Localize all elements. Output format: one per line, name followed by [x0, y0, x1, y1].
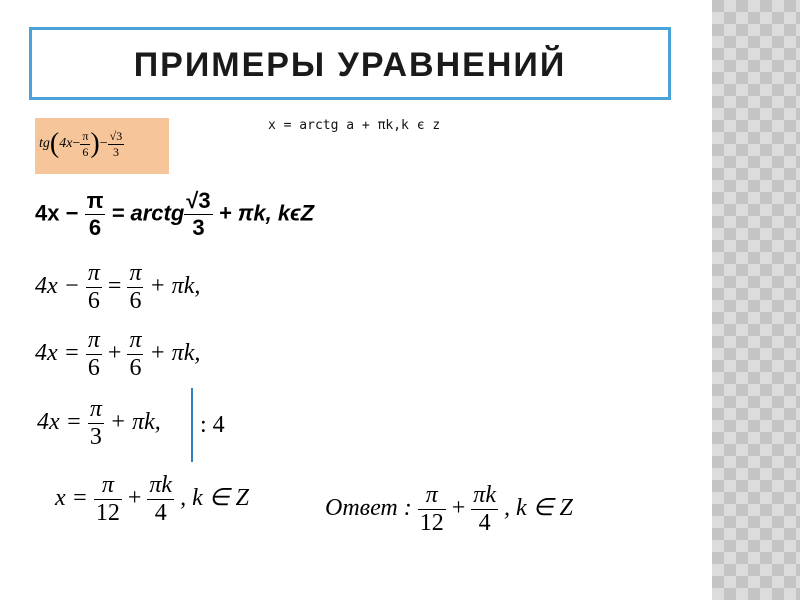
rhs: , k ∈ Z: [180, 485, 249, 512]
equals-sign: =: [107, 273, 122, 300]
numerator: πk: [473, 482, 496, 508]
fraction-pi-12: [94, 472, 122, 527]
plus-sign: +: [107, 340, 122, 367]
numerator: π: [86, 188, 104, 213]
numerator: π: [87, 327, 100, 353]
term-4x: 4x: [59, 136, 73, 152]
numerator: π: [129, 327, 142, 353]
fraction-sqrt3-3: [108, 129, 125, 160]
equation-line-5: [55, 472, 249, 527]
fraction-pi-12: [418, 482, 446, 537]
numerator: π: [89, 396, 102, 422]
denominator: 4: [147, 499, 174, 527]
right-paren: ): [90, 128, 100, 159]
denominator: 3: [184, 214, 212, 241]
rhs: , k ∈ Z: [503, 495, 573, 522]
equation-line-1: [35, 188, 314, 241]
numerator: πk: [149, 472, 173, 498]
rhs: + πk, kϵZ: [218, 200, 315, 226]
fraction-pi-6: [85, 188, 106, 241]
tg-text: tg: [39, 136, 50, 152]
fraction-pi-6: [127, 327, 143, 382]
decorative-pattern-strip: [712, 0, 800, 600]
numerator: π: [87, 260, 100, 286]
denominator: 6: [127, 354, 143, 382]
denominator: 12: [419, 510, 444, 536]
equation-line-4: [37, 396, 161, 451]
denominator: 12: [95, 500, 120, 526]
fraction-pi-6: [80, 129, 90, 160]
lhs: 4x −: [35, 200, 79, 226]
divide-by-4: : 4: [200, 412, 225, 438]
denominator: 6: [86, 287, 102, 315]
general-formula-note: x = arctg a + πk,k є z: [268, 118, 441, 133]
rhs: + πk,: [109, 409, 161, 436]
lhs: 4x −: [35, 273, 80, 300]
numerator: √3: [186, 188, 211, 213]
minus-sign: −: [72, 136, 81, 152]
fraction-pi-6: [127, 260, 143, 315]
numerator: π: [101, 472, 114, 498]
equation-line-2: [35, 260, 200, 315]
title-frame: [29, 27, 671, 100]
denominator: 3: [88, 423, 104, 451]
denominator: 4: [471, 509, 498, 537]
fraction-pi-6: [86, 327, 102, 382]
rhs: + πk,: [149, 273, 201, 300]
numerator: π: [82, 128, 89, 143]
answer-line: [325, 482, 573, 537]
numerator: π: [425, 482, 438, 508]
divider-line: [191, 388, 193, 462]
fraction-pik-4: [147, 472, 174, 527]
numerator: π: [129, 260, 142, 286]
lhs: 4x =: [35, 340, 80, 367]
denominator: 6: [85, 214, 106, 241]
denominator: 6: [127, 287, 143, 315]
left-paren: (: [49, 128, 60, 159]
equation-image: [35, 118, 169, 174]
fraction-pik-4: [471, 482, 498, 537]
arctg-text: = arctg: [111, 200, 185, 226]
rhs: + πk,: [149, 340, 201, 367]
numerator: √3: [109, 128, 123, 143]
denominator: 3: [108, 144, 125, 160]
lhs: 4x =: [37, 409, 82, 436]
plus-sign: +: [127, 485, 142, 512]
slide-title: ПРИМЕРЫ УРАВНЕНИЙ: [133, 46, 567, 84]
denominator: 6: [86, 354, 102, 382]
fraction-pi-3: [88, 396, 104, 451]
minus-sign: −: [99, 136, 108, 152]
denominator: 6: [80, 144, 90, 160]
equation-line-3: [35, 327, 200, 382]
fraction-pi-6: [86, 260, 102, 315]
fraction-sqrt3-3: [184, 188, 212, 241]
plus-sign: +: [451, 495, 466, 522]
lhs: x =: [55, 485, 88, 512]
answer-label: Ответ :: [325, 495, 412, 522]
